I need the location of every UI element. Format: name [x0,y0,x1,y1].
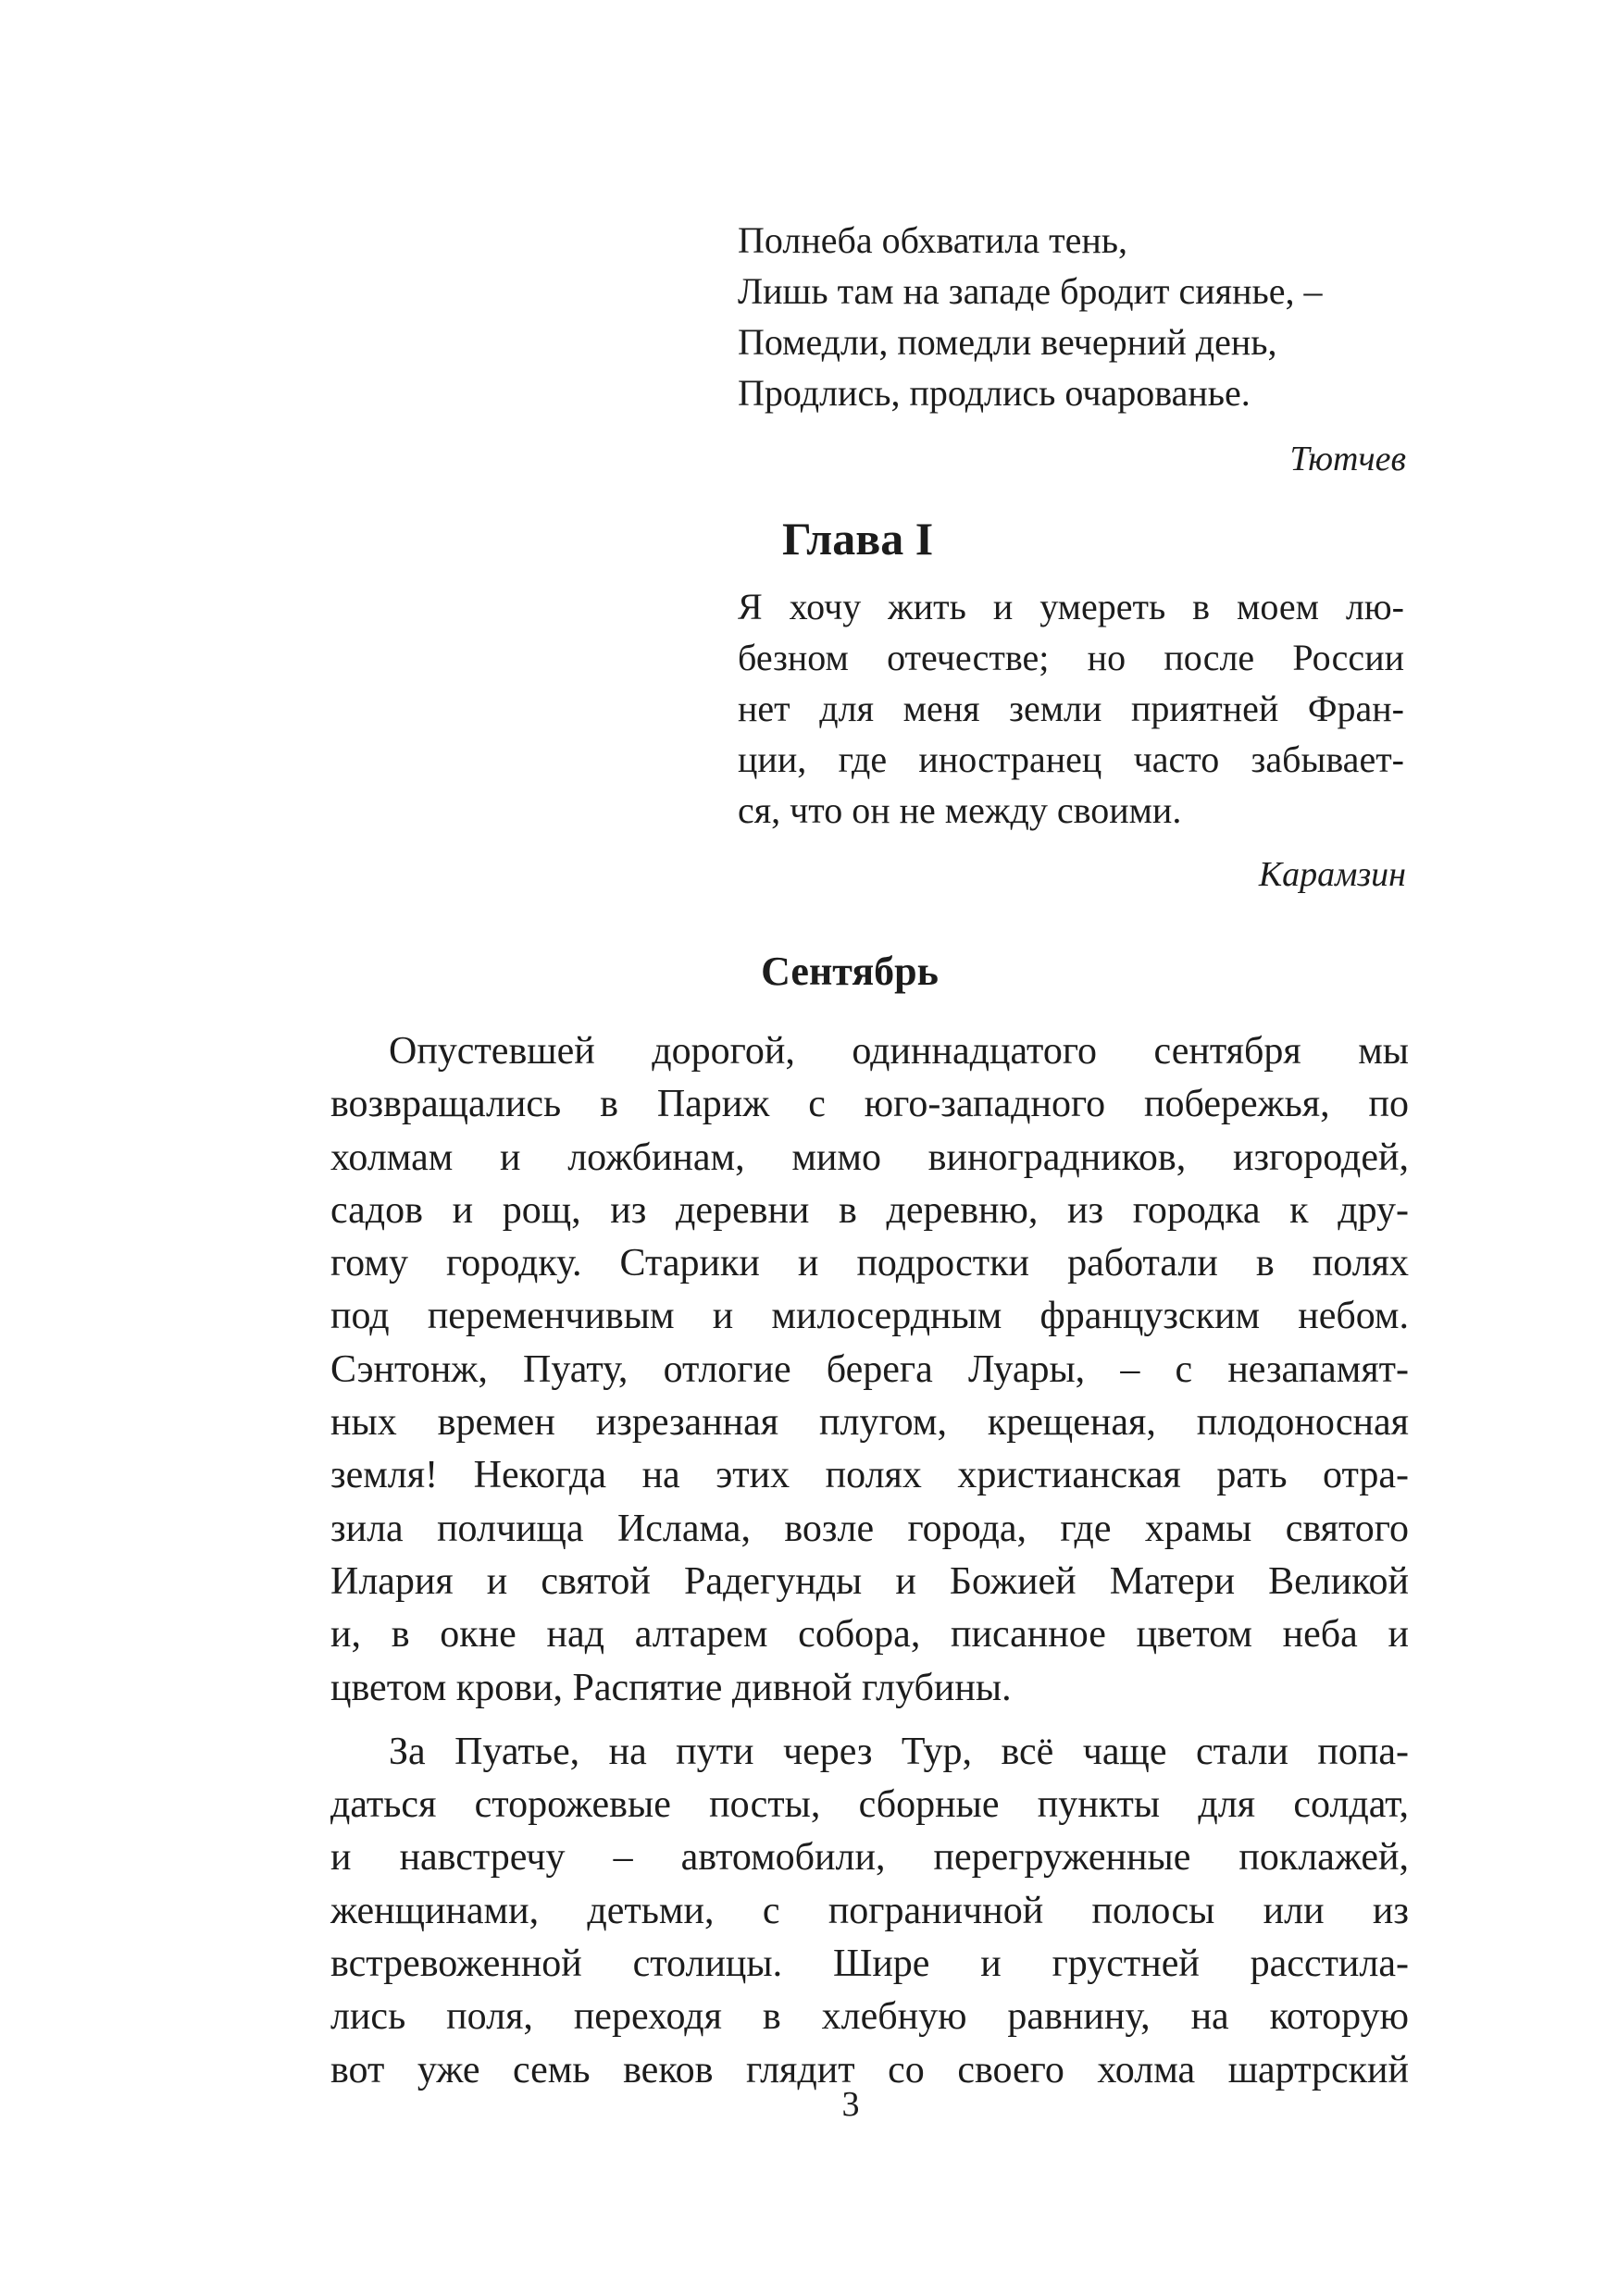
body-line: и, в окне над алтарем собора, писанное цветом неба и [330,1613,1409,1657]
epigraph-line: нет для меня земли приятней Фран- [738,688,1404,729]
body-line: холмам и ложбинам, мимо виноградников, изгородей, [330,1136,1409,1179]
poem-author: Тютчев [1289,440,1406,478]
body-line: встревоженной столицы. Шире и грустней расстила- [330,1942,1409,1986]
section-title: Сентябрь [761,949,939,994]
body-text [330,1025,1409,2097]
body-line: земля! Некогда на этих полях христианская рать отра- [330,1454,1409,1497]
epigraph-prose [738,581,1404,836]
epigraph-line: Я хочу жить и умереть в моем лю- [738,586,1404,627]
epigraph-line: ции, где иностранец часто забывает- [738,738,1404,780]
poem-line: Полнеба обхватила тень, [738,219,1127,261]
body-line: вот уже семь веков глядит со своего холма шартрский [330,2048,1409,2091]
body-line: женщинами, детьми, с пограничной полосы или из [330,1889,1409,1932]
body-line: лись поля, переходя в хлебную равнину, на которую [330,1995,1409,2039]
body-line: под переменчивым и милосердным французским небом. [330,1295,1409,1338]
poem-line: Лишь там на западе бродит сиянье, – [738,270,1323,312]
body-line: зила полчища Ислама, возле города, где храмы святого [330,1507,1409,1550]
body-line: За Пуатье, на пути через Тур, всё чаще стали попа- [389,1730,1409,1773]
paragraph-gap [330,1715,1409,1726]
chapter-title: Глава I [782,513,934,565]
page-number: 3 [841,2085,860,2124]
body-line: даться сторожевые посты, сборные пункты для солдат, [330,1783,1409,1827]
body-line: цветом крови, Распятие дивной глубины. [330,1666,1012,1709]
body-line: садов и рощ, из деревни в деревню, из городка к дру- [330,1188,1409,1232]
poem-line: Помедли, помедли вечерний день, [738,321,1277,363]
body-line: гому городку. Старики и подростки работали в полях [330,1242,1409,1285]
epigraph-author: Карамзин [1258,855,1406,894]
epigraph-poem [738,215,1404,418]
epigraph-line: ся, что он не между своими. [738,789,1182,831]
body-line: Илария и святой Радегунды и Божией Матери Великой [330,1559,1409,1603]
body-line: Опустевшей дорогой, одиннадцатого сентября мы [389,1030,1409,1073]
epigraph-line: безном отечестве; но после России [738,637,1404,678]
body-line: Сэнтонж, Пуату, отлогие берега Луары, – с незапамят- [330,1347,1409,1391]
body-line: ных времен изрезанная плугом, крещеная, плодоносная [330,1401,1409,1445]
body-line: и навстречу – автомобили, перегруженные поклажей, [330,1836,1409,1880]
poem-line: Продлись, продлись очарованье. [738,372,1251,414]
body-line: возвращались в Париж с юго-западного побережья, по [330,1083,1409,1126]
